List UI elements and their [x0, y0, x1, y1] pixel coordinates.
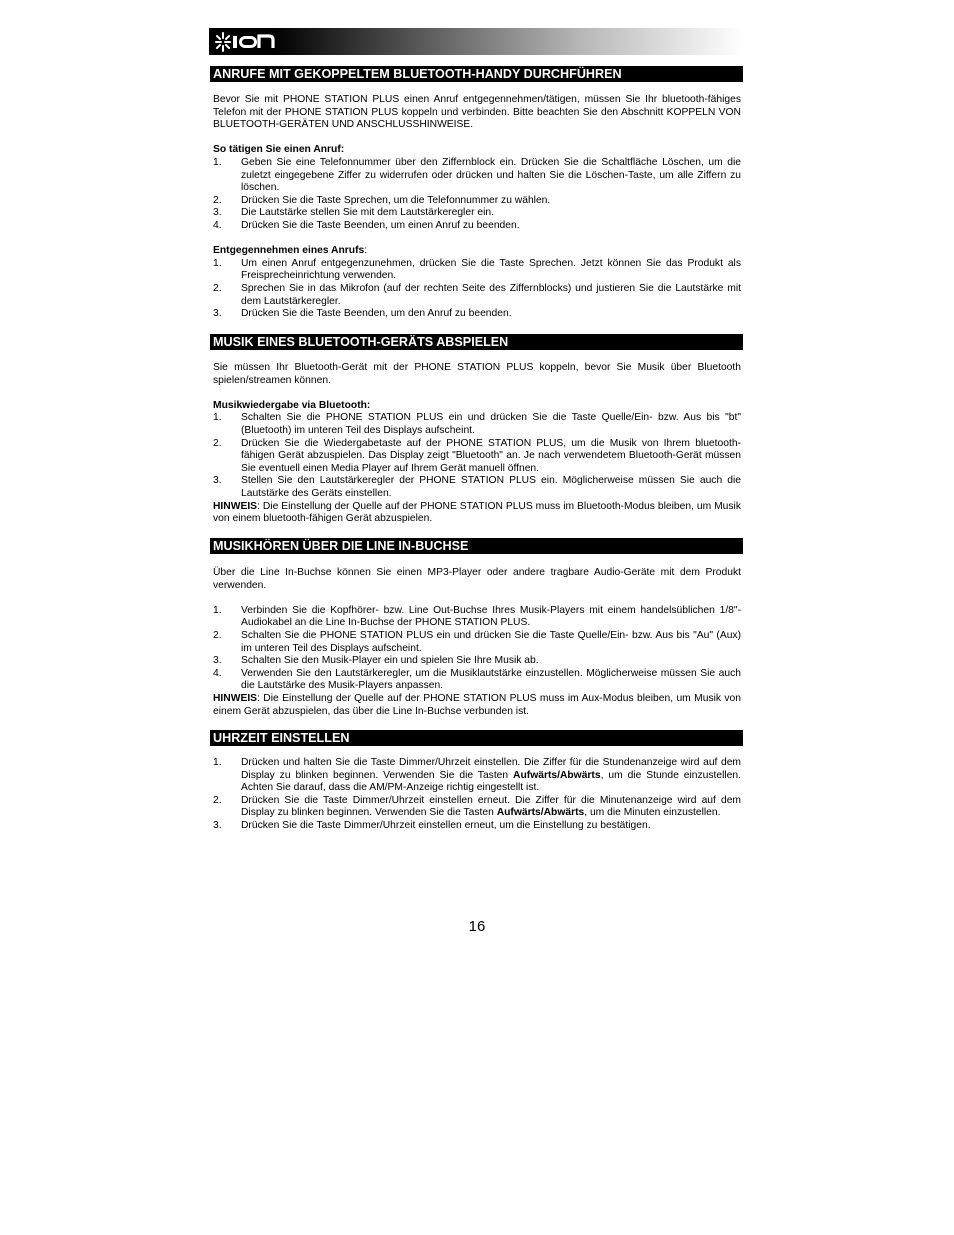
section-heading-music: MUSIK EINES BLUETOOTH-GERÄTS ABSPIELEN: [210, 334, 743, 350]
list-item: 2. Sprechen Sie in das Mikrofon (auf der rechten Seite des Ziffernblocks) und justieren Sie die Lautstärke mit dem Lautstärkeregler.: [213, 282, 741, 307]
music-note: HINWEIS: Die Einstellung der Quelle auf der PHONE STATION PLUS muss im Bluetooth-Modus bleiben, um Musik von einem bluetooth-fähigen Gerät abzuspielen.: [213, 500, 741, 525]
list-item: 1. Schalten Sie die PHONE STATION PLUS ein und drücken Sie die Taste Quelle/Ein- bzw. Aus bis "bt" (Bluetooth) im unteren Teil des Displays aufscheint.: [213, 412, 741, 436]
music-title: Musikwiedergabe via Bluetooth:: [213, 399, 371, 411]
section-linein-body: [213, 567, 741, 718]
list-item: 3. Stellen Sie den Lautstärkeregler der PHONE STATION PLUS ein. Möglicherweise müssen Sie auch die Lautstärke des Geräts einstellen.: [213, 475, 741, 499]
music-steps: [213, 412, 741, 500]
linein-note: HINWEIS: Die Einstellung der Quelle auf der PHONE STATION PLUS muss im Aux-Modus bleiben, um Musik von einem Gerät abzuspielen, das über die Line In-Buchse verbunden ist.: [213, 692, 741, 717]
list-item: 3. Drücken Sie die Taste Beenden, um den Anruf zu beenden.: [213, 308, 512, 320]
receive-call-title: Entgegennehmen eines Anrufs:: [213, 245, 368, 257]
receive-call-steps: [213, 258, 741, 321]
list-item: 1. Geben Sie eine Telefonnummer über den Ziffernblock ein. Drücken Sie die Schaltfläche Löschen, um die zuletzt eingegebene Ziffer zu widerrufen oder drücken und halten Sie die Löschen-Taste, um alle Ziffern zu löschen.: [213, 156, 741, 194]
list-item: 2. Drücken Sie die Wiedergabetaste auf der PHONE STATION PLUS, um die Musik von Ihrem bluetooth-fähigen Gerät abzuspielen. Das Display zeigt "Bluetooth" an. Je nach verwendetem Bluetooth-Gerät müssen Sie eventuell einen Media Player auf Ihrem Gerät manuell öffnen.: [213, 437, 741, 474]
section-heading-clock: UHRZEIT EINSTELLEN: [210, 730, 743, 746]
list-item: 1. Um einen Anruf entgegenzunehmen, drücken Sie die Taste Sprechen. Jetzt können Sie das Produkt als Freisprecheinrichtung verwenden.: [213, 257, 741, 282]
list-item: 3. Drücken Sie die Taste Dimmer/Uhrzeit einstellen erneut, um die Einstellung zu bestätigen.: [213, 819, 651, 831]
section-clock-body: [213, 757, 741, 833]
section-music-body: [213, 362, 741, 526]
list-item: 3. Die Lautstärke stellen Sie mit dem Lautstärkeregler ein.: [213, 207, 494, 219]
list-item: 4. Drücken Sie die Taste Beenden, um einen Anruf zu beenden.: [213, 219, 520, 231]
ion-logo: [213, 31, 283, 53]
section-heading-calls: ANRUFE MIT GEKOPPELTEM BLUETOOTH-HANDY DURCHFÜHREN: [210, 66, 743, 82]
linein-intro: Über die Line In-Buchse können Sie einen MP3-Player oder andere tragbare Audio-Geräte mit dem Produkt verwenden.: [213, 567, 741, 591]
linein-steps: [213, 605, 741, 693]
list-item: 1. Verbinden Sie die Kopfhörer- bzw. Line Out-Buchse Ihres Musik-Players mit einem handelsüblichen 1/8"-Audiokabel an die Line In-Buchse der PHONE STATION PLUS.: [213, 604, 741, 629]
header-banner: [209, 28, 743, 55]
page-number: 16: [468, 918, 486, 935]
music-intro: Sie müssen Ihr Bluetooth-Gerät mit der PHONE STATION PLUS koppeln, bevor Sie Musik über Bluetooth spielen/streamen können.: [213, 362, 741, 386]
list-item: 2. Drücken Sie die Taste Dimmer/Uhrzeit einstellen erneut. Die Ziffer für die Minutenanzeige wird auf dem Display zu blinken beginnen. Verwenden Sie die Tasten Aufwärts/Abwärts, um die Minuten einzustellen.: [213, 794, 741, 819]
calls-intro: Bevor Sie mit PHONE STATION PLUS einen Anruf entgegennehmen/tätigen, müssen Sie Ihr bluetooth-fähiges Telefon mit der PHONE STATION PLUS koppeln und verbinden. Bitte beachten Sie den Abschnitt KOPPELN VON BLUETOOTH-GERÄTEN UND ANSCHLUSSHINWEISE.: [213, 94, 741, 131]
list-item: 2. Drücken Sie die Taste Sprechen, um die Telefonnummer zu wählen.: [213, 194, 551, 206]
section-calls-body: [213, 94, 741, 321]
section-heading-linein: MUSIKHÖREN ÜBER DIE LINE IN-BUCHSE: [210, 538, 743, 554]
list-item: 4. Verwenden Sie den Lautstärkeregler, um die Musiklautstärke einzustellen. Möglicherweise müssen Sie auch die Lautstärke des Musik-Players anpassen.: [213, 667, 741, 692]
list-item: 2. Schalten Sie die PHONE STATION PLUS ein und drücken Sie die Taste Quelle/Ein- bzw. Aus bis "Au" (Aux) im unteren Teil des Displays aufscheint.: [213, 629, 741, 654]
make-call-title: So tätigen Sie einen Anruf:: [213, 144, 345, 156]
clock-steps: [213, 757, 741, 833]
make-call-steps: [213, 157, 741, 233]
list-item: 1. Drücken und halten Sie die Taste Dimmer/Uhrzeit einstellen. Die Ziffer für die Stundenanzeige wird auf dem Display zu blinken beginnen. Verwenden Sie die Tasten Aufwärts/Abwärts, um die Stunde einzustellen. Achten Sie darauf, dass die AM/PM-Anzeige richtig eingestellt ist.: [213, 757, 741, 794]
list-item: 3. Schalten Sie den Musik-Player ein und spielen Sie Ihre Musik ab.: [213, 655, 539, 667]
